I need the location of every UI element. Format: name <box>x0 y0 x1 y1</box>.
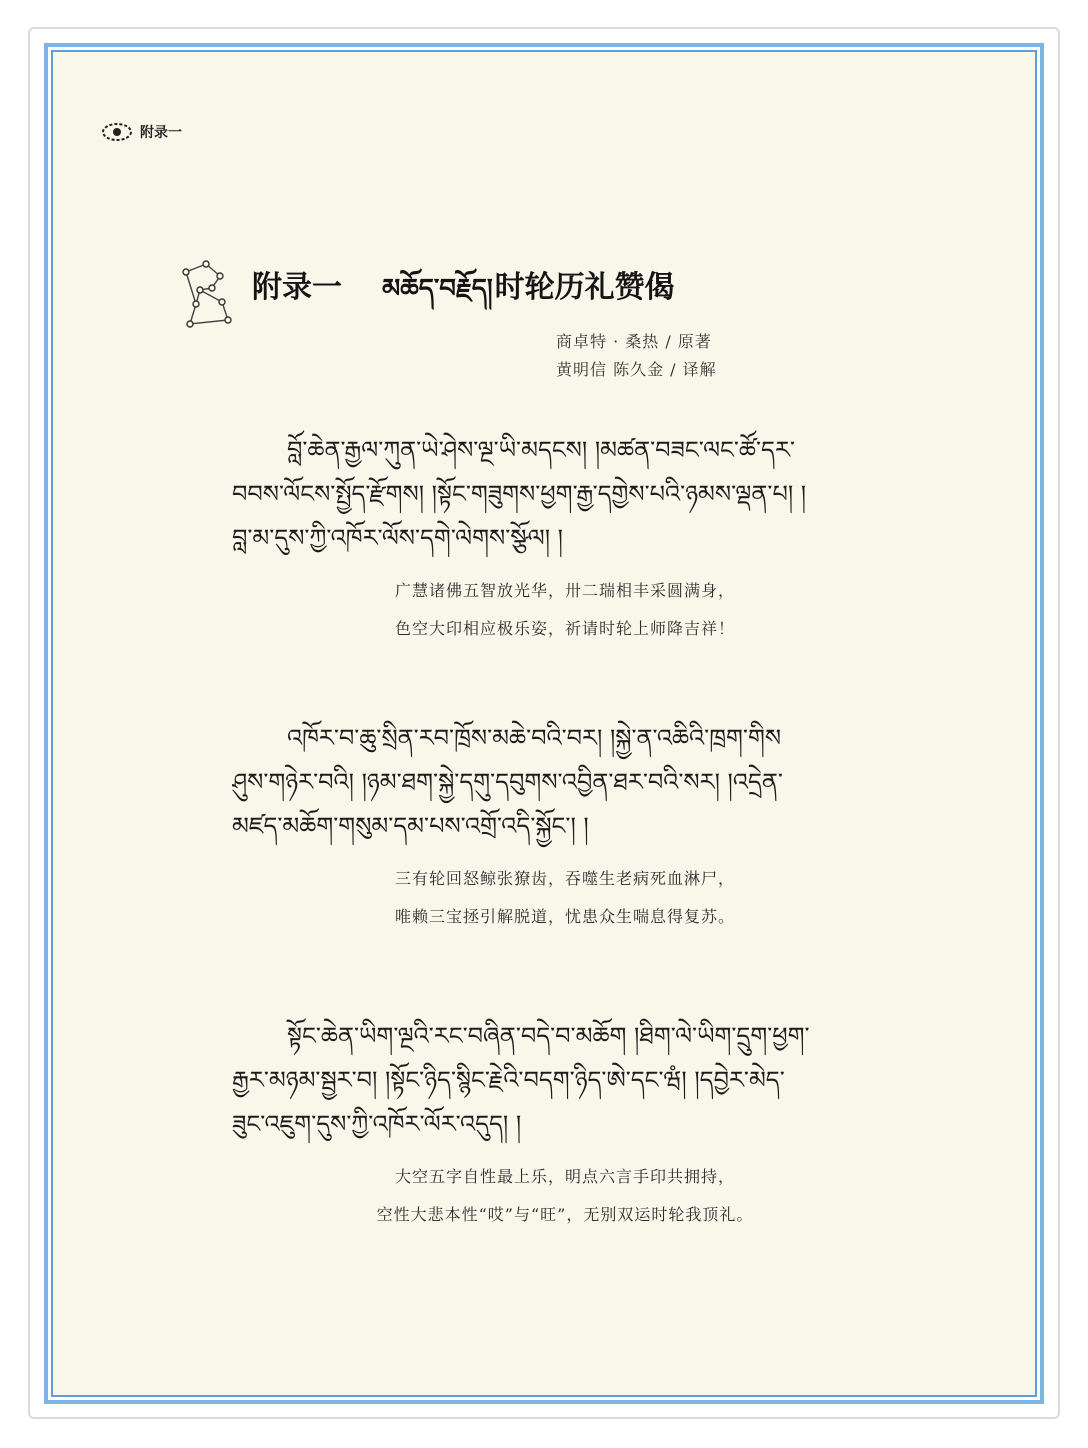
chinese-line: 空性大悲本性“哎”与“旺”，无别双运时轮我顶礼。 <box>376 1205 754 1224</box>
tibetan-line: རྒྱར་མཉམ་སྦྱར་བ། །སྟོང་ཉིད་སྙིང་རྗེའི་བདག་ཉིད་ཨེ་དང་ཝཾ། །དབྱེར་མེད་ <box>232 1066 785 1094</box>
tibetan-line: སྟོང་ཆེན་ཡིག་ལྔའི་རང་བཞིན་བདེ་བ་མཆོག །ཐིག་ལེ་ཡིག་དྲུག་ཕྱག་ <box>287 1022 810 1050</box>
running-head-label: 附录一 <box>140 125 182 141</box>
credits <box>556 328 717 384</box>
translator-credit: 黄明信 陈久金 / 译解 <box>556 360 717 379</box>
page-title <box>252 260 675 333</box>
author-credit: 商卓特 · 桑热 / 原著 <box>556 332 712 351</box>
tibetan-line: ཟུང་འཇུག་དུས་ཀྱི་འཁོར་ལོར་འདུད། ། <box>232 1110 522 1138</box>
title-tibetan: མཆོད་བརྗོད། <box>382 274 493 304</box>
chinese-line: 色空大印相应极乐姿，祈请时轮上师降吉祥！ <box>394 619 735 638</box>
tibetan-stanza-1 <box>232 428 892 560</box>
tibetan-stanza-2 <box>232 716 892 848</box>
running-head <box>100 122 182 142</box>
chinese-line: 广慧诸佛五智放光华，卅二瑞相丰采圆满身， <box>394 581 735 600</box>
tibetan-line: ཤུས་གཉེར་བའི། །ཉམ་ཐག་སྐྱེ་དགུ་དབུགས་འབྱིན་ཐར་བའི་སར། །འདྲེན་ <box>232 768 783 796</box>
constellation-icon <box>176 258 238 332</box>
chinese-line: 唯赖三宝拯引解脱道，忧患众生喘息得复苏。 <box>394 907 735 926</box>
tibetan-stanza-3 <box>232 1014 892 1146</box>
tibetan-line: བླ་མ་དུས་ཀྱི་འཁོར་ལོས་དགེ་ལེགས་སྩོལ། ། <box>232 524 563 552</box>
tibetan-line: འཁོར་བ་ཆུ་སྲིན་རབ་ཁྲོས་མཆེ་བའི་བར། །སྐྱེ་ན་འཆིའི་ཁྲག་གིས <box>287 724 782 752</box>
chinese-stanza-3 <box>300 1158 830 1234</box>
chinese-stanza-2 <box>300 860 830 936</box>
title-chinese: 时轮历礼赞偈 <box>494 270 675 305</box>
tibetan-line: མཛད་མཆོག་གསུམ་དམ་པས་འགྲོ་འདི་སྐྱོང་། ། <box>232 812 589 840</box>
chinese-line: 三有轮回怒鲸张獠齿，吞噬生老病死血淋尸， <box>394 869 735 888</box>
chinese-stanza-1 <box>300 572 830 648</box>
ornament-icon <box>100 122 134 142</box>
tibetan-line: བློ་ཆེན་རྒྱལ་ཀུན་ཡེ་ཤེས་ལྔ་ཡི་མདངས། །མཚན་བཟང་ལང་ཚོ་དར་ <box>287 436 795 464</box>
chinese-line: 大空五字自性最上乐，明点六言手印共拥持， <box>394 1167 735 1186</box>
tibetan-line: བབས་ལོངས་སྤྱོད་རྫོགས། །སྟོང་གཟུགས་ཕྱག་རྒྱ་དགྱེས་པའི་ཉམས་ལྡན་པ། ། <box>232 480 807 508</box>
title-prefix: 附录一 <box>252 270 342 305</box>
